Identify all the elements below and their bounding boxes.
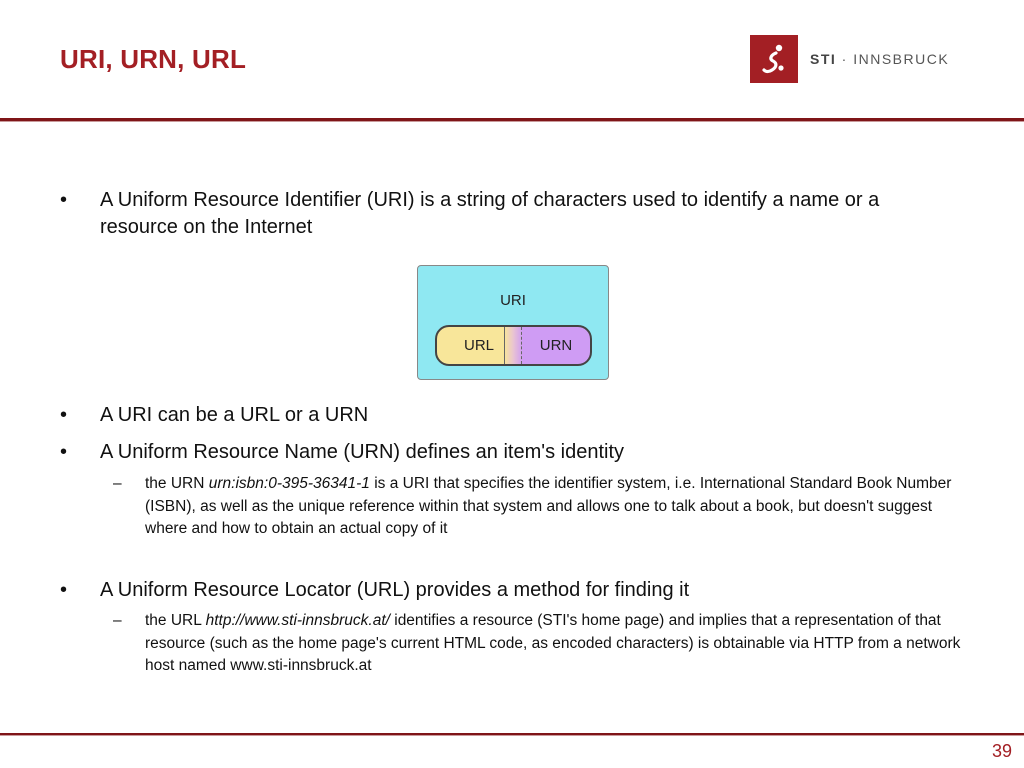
bullet-text: A Uniform Resource Locator (URL) provides a method for finding it [100, 579, 690, 601]
diagram-urn-label: URN [539, 337, 573, 354]
bullet-uri-url-or-urn [60, 402, 960, 429]
diagram-url-label: URL [463, 337, 494, 354]
logo-brand: STI [810, 51, 837, 67]
sub-bullet-marker: – [113, 475, 122, 492]
header-divider [0, 118, 1024, 121]
diagram-url-urn-pill [435, 325, 592, 366]
url-example: http://www.sti-innsbruck.at/ [205, 612, 390, 629]
sub-bullet-url-example [113, 610, 963, 678]
bullet-urn-definition [60, 439, 960, 466]
sti-logo-mark-icon [750, 35, 798, 83]
sub-bullet-text-post: is a URI that specifies the identifier system, i.e. International Standard Book Number (ISBN), as well as the unique reference within that system and allows one to talk about a book, but doesn't suggest where and how to obtain an actual copy of it [145, 475, 952, 537]
bullet-marker: • [60, 404, 68, 426]
sub-bullet-text [145, 610, 963, 678]
urn-example: urn:isbn:0-395-36341-1 [208, 475, 370, 492]
diagram-uri-label: URI [500, 292, 526, 309]
sub-bullet-marker: – [113, 612, 122, 629]
sub-bullet-text-pre: the URL [145, 612, 206, 629]
bullet-text: A Uniform Resource Name (URN) defines an item's identity [100, 441, 625, 463]
page-number: 39 [991, 741, 1012, 761]
sub-bullet-text-post: identifies a resource (STI's home page) and implies that a representation of that resource (such as the home page's current HTML code, as encoded characters) is obtainable via HTTP from a network host named www.sti-innsbruck.at [145, 612, 961, 674]
logo-separator: · [841, 51, 848, 67]
slide-title: URI, URN, URL [60, 44, 247, 74]
bullet-url-definition [60, 577, 960, 604]
bullet-uri-definition [60, 187, 960, 241]
logo-place: INNSBRUCK [853, 51, 950, 67]
logo-wordmark [810, 51, 949, 67]
diagram-divider-dashed [521, 327, 522, 364]
bullet-text: A Uniform Resource Identifier (URI) is a string of characters used to identify a name or a resource on the Internet [100, 189, 880, 238]
bullet-marker: • [60, 189, 68, 211]
footer-divider [0, 733, 1024, 735]
sub-bullet-text-pre: the URN [145, 475, 209, 492]
bullet-marker: • [60, 441, 68, 463]
uri-url-urn-diagram [417, 265, 609, 380]
bullet-marker: • [60, 579, 68, 601]
sub-bullet-urn-example [113, 473, 963, 541]
sti-innsbruck-logo [750, 34, 949, 84]
sub-bullet-text [145, 473, 963, 541]
bullet-text: A URI can be a URL or a URN [100, 404, 369, 426]
